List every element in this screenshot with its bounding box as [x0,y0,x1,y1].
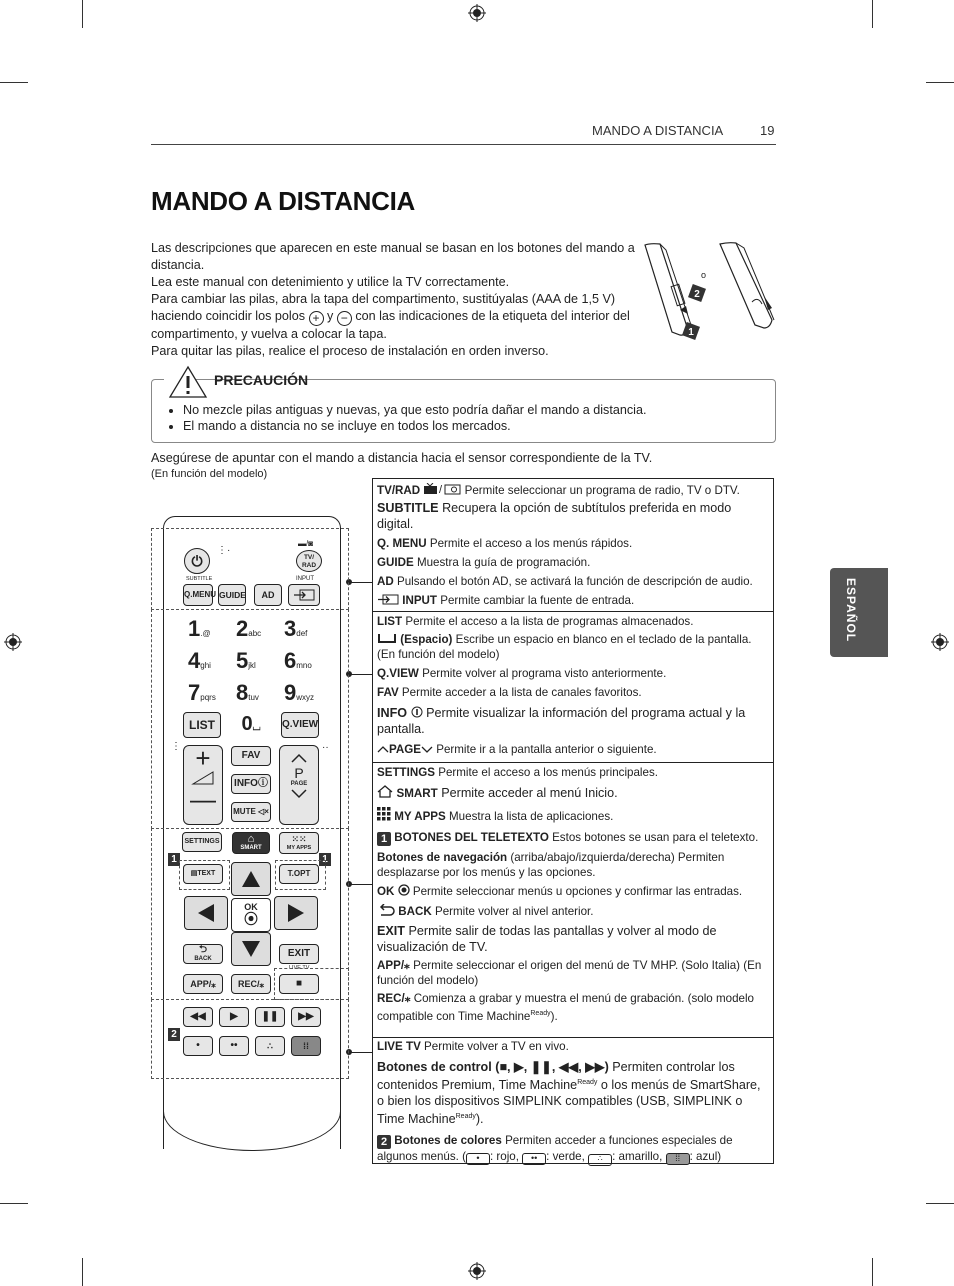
minus-pole-icon: − [337,311,352,326]
header-rule [151,144,776,145]
rec-button[interactable]: REC/⁎ [231,974,271,994]
t-opt-button[interactable]: T.OPT [279,864,319,884]
yellow-button[interactable]: ∴ [255,1036,285,1056]
dots-icon: ⋮· [217,545,231,556]
page-rocker[interactable] [279,745,319,825]
caution-box [151,372,776,443]
app-button[interactable]: APP/⁎ [183,974,223,994]
q-view-button[interactable]: Q.VIEW [281,712,319,738]
warning-icon [168,365,208,399]
crop-mark [0,1203,28,1204]
registration-mark-icon [468,1262,486,1280]
chevron-up-icon [377,745,389,754]
input-label: INPUT [296,576,314,582]
desc-qmenu: Q. MENU Permite el acceso a los menús rápidos. [377,537,633,550]
desc-subtitle: SUBTITLE Recupera la opción de subtítulos preferida en modo digital. [377,501,732,531]
number-key-9[interactable]: 9wxyz [284,680,315,705]
crop-mark [926,82,954,83]
back-icon: ⮌ [198,944,207,955]
desc-input: INPUT Permite cambiar la fuente de entrada. [373,590,773,609]
number-key-2[interactable]: 2abc [236,616,262,641]
aim-instruction: Asegúrese de apuntar con el mando a distancia hacia el sensor correspondiente de la TV. [151,451,653,465]
crop-mark [0,82,28,83]
pause-button[interactable] [255,1007,285,1027]
stop-icon: ■ [295,978,303,989]
battery-or-label: o [701,270,707,280]
desc-qview: Q.VIEW Permite volver al programa visto anteriormente. [377,667,667,680]
arrow-down-icon [239,937,263,961]
blue-button-icon: ⁞⁞ [666,1153,690,1165]
desc-navigation: Botones de navegación (arriba/abajo/izquierda/derecha) Permiten desplazarse por los menús y las opciones. [377,851,725,879]
mute-button[interactable]: MUTE ◁× [231,802,271,822]
my-apps-button[interactable]: ⁙⁙ MY APPS [279,832,319,854]
zero-button[interactable]: 0⌴ [231,712,271,738]
desc-list: LIST Permite el acceso a la lista de programas almacenados. [377,615,694,628]
nav-down-button[interactable] [231,932,271,966]
volume-down-icon: — [190,784,216,814]
yellow-button-icon: ∴ [588,1154,612,1166]
desc-back: BACK Permite volver al nivel anterior. [373,900,773,920]
number-key-4[interactable]: 4ghi [188,648,211,673]
intro-text [151,240,646,360]
red-button-icon: • [466,1153,490,1165]
caution-item: • El mando a distancia no se incluye en todos los mercados. [183,418,646,434]
crop-mark [82,1258,83,1286]
crop-mark [926,1203,954,1204]
chevron-down-icon [289,788,309,800]
desc-myapps: MY APPS Muestra la lista de aplicaciones. [373,803,773,825]
crop-mark [872,1258,873,1286]
desc-settings: SETTINGS Permite el acceso a los menús principales. [377,766,658,779]
my-apps-icon: ⁙⁙ [291,834,307,844]
red-button[interactable]: • [183,1036,213,1056]
leader-line [349,884,373,885]
battery-illustration [640,240,780,345]
page-label: PAGE [290,781,308,787]
subtitle-label: SUBTITLE [186,576,213,582]
arrow-up-icon [239,867,263,891]
input-button[interactable] [288,584,320,606]
svg-text:1: 1 [688,327,694,338]
volume-rocker[interactable] [183,745,223,825]
info-button[interactable]: INFOⓘ [231,774,271,794]
registration-mark-icon [4,633,22,651]
back-icon [377,904,395,916]
desc-livetv: LIVE TV Permite volver a TV en vivo. [377,1040,569,1053]
back-button[interactable]: ⮌ BACK [183,944,223,964]
settings-button[interactable]: SETTINGS [182,832,222,852]
play-button[interactable] [219,1007,249,1027]
intro-paragraph: Las descripciones que aparecen en este manual se basan en los botones del mando a distancia. [151,241,635,272]
number-key-6[interactable]: 6mno [284,648,312,673]
svg-text:2: 2 [694,289,700,300]
desc-space: (Espacio) Escribe un espacio en blanco en el teclado de la pantalla. (En función del modelo) [377,633,752,661]
desc-page: PAGE Permite ir a la pantalla anterior o siguiente. [373,738,773,758]
green-button[interactable]: •• [219,1036,249,1056]
number-key-1[interactable]: 1.@ [188,616,211,641]
green-button-icon: •• [522,1153,546,1165]
input-icon [377,594,399,605]
blue-button[interactable]: ⁞⁞ [291,1036,321,1056]
intro-paragraph: Lea este manual con detenimiento y utilice la TV correctamente. [151,275,510,289]
desc-tvrad: TV/RAD / Permite seleccionar un programa de radio, TV o DTV. [377,484,740,497]
tag-2-marker: 2 [168,1028,180,1041]
leader-line [349,674,373,675]
registration-mark-icon [468,4,486,22]
desc-teletext: 1 BOTONES DEL TELETEXTO Estos botones se usan para el teletexto. [373,825,773,847]
desc-exit: EXIT Permite salir de todas las pantallas y volver al modo de visualización de TV. [377,924,717,954]
smart-button[interactable]: ⌂ SMART [232,832,270,854]
chevron-down-icon [421,745,433,754]
nav-right-button[interactable] [274,896,318,930]
caution-title: PRECAUCIÓN [214,372,309,388]
tag-1-marker: 1 [168,853,180,866]
page-p-label: P [294,765,304,781]
tag-1-icon: 1 [377,832,391,846]
desc-box-playback-group [372,1037,774,1164]
language-tab: ESPAÑOL [830,568,888,657]
desc-app: APP/⁎ Permite seleccionar el origen del menú de TV MHP. (Solo Italia) (En función del modelo) [377,959,762,987]
desc-smart: SMART Permite acceder al menú Inicio. [373,781,773,803]
desc-control: Botones de control (■, ▶, ❚❚, ◀◀, ▶▶) Permiten controlar los contenidos Premium, Time Machine$^{Ready}$ o los menús de SmartShare, o bien los dispositivos SIMPLINK compatibles (USB, SIMPLINK o Time Machine$^{Ready}$). [377,1060,761,1127]
svg-text:/: / [439,484,443,495]
tag-2-icon: 2 [377,1135,391,1149]
desc-guide: GUIDE Muestra la guía de programación. [377,556,591,569]
ok-button[interactable]: OK ⦿ [231,898,271,932]
arrow-right-icon [284,901,308,925]
my-apps-icon [377,807,391,821]
desc-ad: AD Pulsando el botón AD, se activará la función de descripción de audio. [377,575,753,588]
power-button[interactable]: ⏻ [184,548,210,574]
ok-icon [398,884,410,896]
number-key-7[interactable]: 7pqrs [188,680,216,705]
page-title: MANDO A DISTANCIA [151,186,416,216]
rewind-icon: ◀◀ [190,1011,206,1022]
fast-forward-icon: ▶▶ [298,1011,314,1022]
caution-list [168,402,646,434]
caution-item: • No mezcle pilas antiguas y nuevas, ya que esto podría dañar el mando a distancia. [183,402,646,418]
leader-line [349,1052,373,1053]
guide-button[interactable]: GUIDE [218,584,246,606]
ad-button[interactable]: AD [254,584,282,606]
rewind-button[interactable] [183,1007,213,1027]
chevron-up-icon [289,752,309,764]
home-icon: ⌂ [247,833,255,845]
arrow-left-icon [194,901,218,925]
ok-icon: ⦿ [244,911,258,927]
tv-radio-icon [423,483,461,495]
desc-fav: FAV Permite acceder a la lista de canales favoritos. [377,686,642,699]
plus-pole-icon: + [309,311,324,326]
desc-colors: 2 Botones de colores Permiten acceder a funciones especiales de algunos menús. ( • : rojo, •• : verde, ∴ : amarillo, ⁞⁞ : azul) [373,1128,773,1167]
tv-radio-icon: ▬/◙ [298,539,314,548]
tag-1-marker: 1 [319,853,331,866]
fav-button[interactable]: FAV [231,746,271,766]
leader-line [349,582,373,583]
q-menu-button[interactable]: Q.MENU [183,584,213,606]
text-button[interactable]: ▤TEXT [183,864,223,884]
home-icon [377,785,393,798]
crop-mark [872,0,873,28]
crop-mark [82,0,83,28]
live-tv-button[interactable] [279,974,319,994]
list-button[interactable]: LIST [183,712,221,738]
exit-button[interactable]: EXIT [279,944,319,964]
desc-ok: OK Permite seleccionar menús u opciones y confirmar las entradas. [377,885,743,898]
desc-box-number-group [372,611,774,763]
running-header: MANDO A DISTANCIA [592,123,724,138]
desc-box-navigation-group [372,762,774,1038]
desc-rec: REC/⁎ Comienza a grabar y muestra el menú de grabación. (solo modelo compatible con Time Machine$^{Ready}$). [377,992,754,1023]
number-key-8[interactable]: 8tuv [236,680,259,705]
intro-paragraph: Para quitar las pilas, realice el proceso de instalación en orden inverso. [151,344,549,358]
volume-up-icon: + [195,743,211,773]
space-icon [377,633,397,644]
desc-info: INFO Permite visualizar la información del programa actual y la pantalla. [377,706,746,736]
input-icon [289,585,319,605]
info-icon [411,706,423,718]
nav-left-button[interactable] [184,896,228,930]
play-icon: ▶ [230,1011,238,1022]
aim-note: (En función del modelo) [151,468,268,480]
caution-header [164,367,309,395]
nav-up-button[interactable] [231,862,271,896]
fast-forward-button[interactable] [291,1007,321,1027]
pause-icon: ❚❚ [261,1011,279,1022]
number-key-5[interactable]: 5jkl [236,648,256,673]
registration-mark-icon [931,633,949,651]
live-tv-label: LIVE TV [289,965,310,971]
dots-icon: ⋮ [171,741,181,752]
dots-icon: ·· [322,742,329,753]
intro-paragraph: Para cambiar las pilas, abra la tapa del compartimento, sustitúyalas (AAA de 1,5 V) haciendo coincidir los polos + y − con las indicaciones de la etiqueta del interior del compartimento, y vuelva a colocar la tapa. [151,292,630,341]
desc-box-power-group [372,478,774,612]
number-key-3[interactable]: 3def [284,616,308,641]
tv-rad-button[interactable]: TV/ RAD [296,550,322,572]
page-number: 19 [760,123,775,138]
